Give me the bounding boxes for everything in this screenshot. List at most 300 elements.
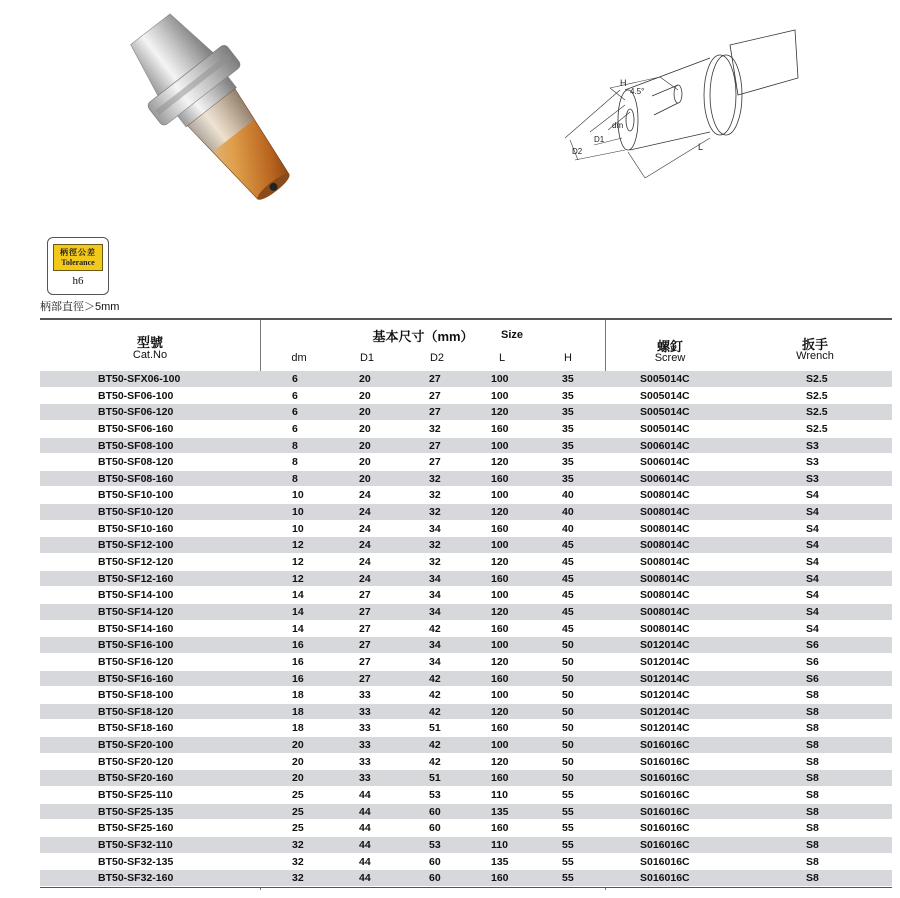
cell-l: 100	[491, 389, 509, 402]
cell-wrench: S4	[806, 572, 819, 585]
table-top-rule	[40, 318, 892, 320]
cell-cat-no: BT50-SF16-100	[98, 639, 174, 652]
cell-cat-no: BT50-SF08-120	[98, 456, 174, 469]
cell-cat-no: BT50-SF12-120	[98, 556, 174, 569]
cell-d1: 44	[359, 872, 371, 885]
cell-h: 50	[562, 639, 574, 652]
cell-wrench: S8	[806, 838, 819, 851]
cell-l: 160	[491, 622, 509, 635]
cell-cat-no: BT50-SF06-100	[98, 389, 174, 402]
cell-h: 45	[562, 539, 574, 552]
drawing-label-angle: 4.5°	[630, 87, 645, 96]
cell-d1: 33	[359, 689, 371, 702]
cell-h: 50	[562, 672, 574, 685]
cell-l: 135	[491, 855, 509, 868]
cell-cat-no: BT50-SF14-120	[98, 605, 174, 618]
cell-wrench: S6	[806, 639, 819, 652]
header-screw-cn: 螺釘	[656, 339, 683, 354]
cell-wrench: S8	[806, 705, 819, 718]
cell-d2: 51	[429, 772, 441, 785]
cell-screw: S008014C	[640, 556, 690, 569]
cell-screw: S008014C	[640, 572, 690, 585]
cell-l: 160	[491, 422, 509, 435]
tolerance-badge-label-box	[53, 244, 103, 271]
cell-dm: 32	[292, 855, 304, 868]
cell-wrench: S6	[806, 655, 819, 668]
cell-d2: 27	[429, 373, 441, 385]
cell-screw: S016016C	[640, 755, 690, 768]
table-row	[40, 388, 892, 405]
cell-screw: S006014C	[640, 472, 690, 485]
cell-d1: 33	[359, 772, 371, 785]
header-d2: D2	[429, 352, 445, 364]
cell-cat-no: BT50-SF10-120	[98, 506, 174, 519]
cell-screw: S016016C	[640, 822, 690, 835]
cell-dm: 14	[292, 622, 304, 635]
cell-wrench: S3	[806, 472, 819, 485]
cell-wrench: S4	[806, 539, 819, 552]
cell-cat-no: BT50-SF25-110	[98, 789, 173, 802]
table-row	[40, 404, 892, 421]
cell-l: 120	[491, 605, 509, 618]
table-body	[40, 371, 892, 887]
table-row	[40, 621, 892, 638]
cell-wrench: S8	[806, 755, 819, 768]
cell-l: 160	[491, 872, 509, 885]
cell-wrench: S2.5	[806, 373, 828, 385]
table-row	[40, 438, 892, 455]
cell-h: 45	[562, 556, 574, 569]
cell-screw: S008014C	[640, 522, 690, 535]
cell-dm: 6	[292, 406, 298, 419]
table-row	[40, 587, 892, 604]
cell-l: 120	[491, 655, 509, 668]
cell-d1: 33	[359, 722, 371, 735]
cell-screw: S012014C	[640, 689, 690, 702]
cell-h: 55	[562, 822, 574, 835]
cell-dm: 16	[292, 672, 304, 685]
cell-cat-no: BT50-SF32-160	[98, 872, 174, 885]
cell-screw: S008014C	[640, 589, 690, 602]
cell-l: 160	[491, 572, 509, 585]
cell-screw: S005014C	[640, 422, 690, 435]
cell-d1: 24	[359, 539, 371, 552]
cell-screw: S016016C	[640, 838, 690, 851]
cell-screw: S016016C	[640, 872, 690, 885]
cell-h: 40	[562, 489, 574, 502]
cell-l: 100	[491, 489, 509, 502]
header-cat-cn: 型號	[136, 335, 163, 350]
cell-l: 160	[491, 822, 509, 835]
table-row	[40, 754, 892, 771]
cell-l: 100	[491, 689, 509, 702]
table-row	[40, 454, 892, 471]
cell-d1: 27	[359, 622, 371, 635]
drawing-label-dm: dm	[612, 121, 624, 130]
cell-wrench: S8	[806, 739, 819, 752]
cell-dm: 12	[292, 572, 304, 585]
header-dims-en: Size	[500, 329, 523, 341]
cell-h: 50	[562, 705, 574, 718]
cell-h: 45	[562, 572, 574, 585]
cell-cat-no: BT50-SF20-100	[98, 739, 174, 752]
cell-wrench: S4	[806, 556, 819, 569]
cell-screw: S008014C	[640, 539, 690, 552]
cell-screw: S008014C	[640, 489, 690, 502]
cell-wrench: S8	[806, 722, 819, 735]
table-row	[40, 687, 892, 704]
cell-cat-no: BT50-SF32-110	[98, 838, 173, 851]
cell-l: 100	[491, 639, 509, 652]
table-bottom-rule	[40, 887, 892, 888]
cell-cat-no: BT50-SF08-100	[98, 439, 174, 452]
cell-dm: 8	[292, 472, 298, 485]
cell-dm: 16	[292, 655, 304, 668]
cell-screw: S016016C	[640, 789, 690, 802]
cell-d1: 20	[359, 439, 371, 452]
cell-wrench: S4	[806, 589, 819, 602]
header-wrench-en: Wrench	[796, 350, 834, 362]
cell-l: 100	[491, 589, 509, 602]
cell-d1: 20	[359, 472, 371, 485]
cell-d1: 20	[359, 406, 371, 419]
cell-cat-no: BT50-SF20-160	[98, 772, 174, 785]
cell-d2: 60	[429, 805, 441, 818]
cell-l: 110	[491, 789, 508, 802]
table-row	[40, 504, 892, 521]
cell-wrench: S4	[806, 522, 819, 535]
cell-d2: 42	[429, 755, 441, 768]
cell-l: 160	[491, 772, 509, 785]
cell-d1: 44	[359, 855, 371, 868]
cell-d1: 24	[359, 572, 371, 585]
cell-h: 35	[562, 439, 574, 452]
shank-diameter-note: 柄部直徑＞5mm	[40, 301, 120, 313]
cell-d1: 44	[359, 805, 371, 818]
tool-holder-photo	[95, 2, 335, 222]
cell-d2: 34	[429, 639, 441, 652]
cell-h: 35	[562, 472, 574, 485]
cell-cat-no: BT50-SF18-160	[98, 722, 174, 735]
cell-d2: 42	[429, 622, 441, 635]
cell-wrench: S4	[806, 506, 819, 519]
cell-dm: 12	[292, 539, 304, 552]
cell-d1: 24	[359, 556, 371, 569]
cell-h: 55	[562, 789, 574, 802]
cell-h: 50	[562, 722, 574, 735]
table-row	[40, 654, 892, 671]
cell-dm: 8	[292, 456, 298, 469]
cell-d2: 53	[429, 838, 441, 851]
cell-h: 35	[562, 422, 574, 435]
cell-h: 35	[562, 456, 574, 469]
cell-d1: 33	[359, 755, 371, 768]
cell-screw: S005014C	[640, 389, 690, 402]
cell-l: 120	[491, 506, 509, 519]
table-row	[40, 787, 892, 804]
table-row	[40, 471, 892, 488]
cell-screw: S016016C	[640, 772, 690, 785]
cell-cat-no: BT50-SF08-160	[98, 472, 174, 485]
cell-wrench: S2.5	[806, 422, 828, 435]
cell-dm: 12	[292, 556, 304, 569]
cell-cat-no: BT50-SF06-160	[98, 422, 174, 435]
cell-screw: S012014C	[640, 672, 690, 685]
table-row	[40, 854, 892, 871]
cell-d2: 42	[429, 705, 441, 718]
cell-dm: 18	[292, 705, 304, 718]
table-row	[40, 704, 892, 721]
table-row	[40, 521, 892, 538]
cell-dm: 6	[292, 389, 298, 402]
cell-d2: 34	[429, 522, 441, 535]
cell-wrench: S8	[806, 822, 819, 835]
cell-d1: 33	[359, 739, 371, 752]
table-row	[40, 487, 892, 504]
cell-d1: 44	[359, 822, 371, 835]
cell-d2: 32	[429, 472, 441, 485]
cell-cat-no: BT50-SF06-120	[98, 406, 174, 419]
cell-d1: 44	[359, 789, 371, 802]
cell-d2: 27	[429, 456, 441, 469]
cell-d2: 53	[429, 789, 441, 802]
cell-d2: 51	[429, 722, 441, 735]
cell-l: 120	[491, 556, 509, 569]
cell-l: 100	[491, 373, 509, 385]
cell-h: 35	[562, 406, 574, 419]
table-row	[40, 554, 892, 571]
cell-dm: 16	[292, 639, 304, 652]
cell-dm: 20	[292, 772, 304, 785]
cell-h: 35	[562, 373, 574, 385]
cell-screw: S012014C	[640, 655, 690, 668]
cell-d2: 27	[429, 439, 441, 452]
cell-h: 45	[562, 589, 574, 602]
header-d1: D1	[359, 352, 375, 364]
cell-d1: 27	[359, 655, 371, 668]
cell-cat-no: BT50-SF14-160	[98, 622, 174, 635]
cell-cat-no: BT50-SFX06-100	[98, 373, 181, 385]
cell-h: 55	[562, 838, 574, 851]
drawing-label-d2: D2	[572, 147, 583, 156]
cell-d1: 24	[359, 506, 371, 519]
cell-l: 110	[491, 838, 508, 851]
cell-dm: 6	[292, 373, 298, 385]
cell-screw: S008014C	[640, 622, 690, 635]
cell-dm: 18	[292, 689, 304, 702]
drawing-label-h: H	[620, 78, 627, 88]
cell-d2: 42	[429, 739, 441, 752]
cell-cat-no: BT50-SF14-100	[98, 589, 174, 602]
header-cat-en: Cat.No	[132, 349, 168, 361]
cell-d2: 34	[429, 589, 441, 602]
table-row	[40, 770, 892, 787]
cell-h: 50	[562, 772, 574, 785]
cell-dm: 6	[292, 422, 298, 435]
cell-screw: S008014C	[640, 506, 690, 519]
cell-l: 100	[491, 539, 509, 552]
header-dims-cn: 基本尺寸（mm）	[372, 329, 474, 344]
cell-screw: S006014C	[640, 439, 690, 452]
cell-dm: 20	[292, 739, 304, 752]
cell-d1: 24	[359, 522, 371, 535]
header-h: H	[564, 352, 572, 364]
cell-wrench: S4	[806, 622, 819, 635]
cell-dm: 25	[292, 822, 304, 835]
cell-d1: 20	[359, 422, 371, 435]
table-row	[40, 737, 892, 754]
cell-d2: 27	[429, 406, 441, 419]
cell-cat-no: BT50-SF32-135	[98, 855, 174, 868]
cell-screw: S006014C	[640, 456, 690, 469]
cell-l: 100	[491, 739, 509, 752]
cell-screw: S012014C	[640, 639, 690, 652]
cell-d1: 27	[359, 639, 371, 652]
cell-dm: 32	[292, 838, 304, 851]
cell-h: 40	[562, 522, 574, 535]
cell-wrench: S8	[806, 805, 819, 818]
header-wrench-cn: 扳手	[801, 337, 828, 352]
cell-d2: 32	[429, 489, 441, 502]
cell-h: 55	[562, 805, 574, 818]
cell-l: 160	[491, 472, 509, 485]
cell-l: 100	[491, 439, 509, 452]
cell-wrench: S8	[806, 789, 819, 802]
cell-d1: 24	[359, 489, 371, 502]
table-row	[40, 421, 892, 438]
cell-dm: 10	[292, 522, 304, 535]
cell-wrench: S8	[806, 772, 819, 785]
cell-dm: 18	[292, 722, 304, 735]
header-l: L	[498, 352, 506, 364]
cell-cat-no: BT50-SF12-100	[98, 539, 174, 552]
cell-d1: 20	[359, 389, 371, 402]
cell-screw: S005014C	[640, 406, 690, 419]
cell-d2: 32	[429, 422, 441, 435]
cell-l: 160	[491, 522, 509, 535]
cell-screw: S016016C	[640, 739, 690, 752]
cell-l: 120	[491, 406, 509, 419]
cell-d2: 27	[429, 389, 441, 402]
table-row	[40, 371, 892, 388]
cell-dm: 8	[292, 439, 298, 452]
cell-cat-no: BT50-SF10-160	[98, 522, 174, 535]
cell-h: 55	[562, 855, 574, 868]
cell-cat-no: BT50-SF10-100	[98, 489, 174, 502]
cell-cat-no: BT50-SF16-120	[98, 655, 174, 668]
table-row	[40, 637, 892, 654]
cell-d2: 42	[429, 672, 441, 685]
cell-d1: 33	[359, 705, 371, 718]
cell-d2: 60	[429, 822, 441, 835]
tolerance-label-en: Tolerance	[61, 258, 95, 267]
cell-h: 50	[562, 689, 574, 702]
table-row	[40, 804, 892, 821]
cell-h: 50	[562, 655, 574, 668]
tolerance-badge	[47, 237, 109, 295]
cell-d1: 27	[359, 589, 371, 602]
cell-d2: 34	[429, 655, 441, 668]
cell-h: 45	[562, 622, 574, 635]
cell-d1: 44	[359, 838, 371, 851]
cell-screw: S012014C	[640, 722, 690, 735]
cell-screw: S016016C	[640, 805, 690, 818]
cell-dm: 10	[292, 489, 304, 502]
table-row	[40, 537, 892, 554]
cell-h: 50	[562, 755, 574, 768]
cell-d2: 32	[429, 539, 441, 552]
cell-l: 120	[491, 705, 509, 718]
cell-dm: 20	[292, 755, 304, 768]
cell-cat-no: BT50-SF18-120	[98, 705, 174, 718]
table-row	[40, 671, 892, 688]
tolerance-label-cjk: 柄徑公差	[60, 247, 96, 257]
cell-cat-no: BT50-SF18-100	[98, 689, 174, 702]
cell-screw: S005014C	[640, 373, 690, 385]
table-row	[40, 604, 892, 621]
cell-l: 160	[491, 672, 509, 685]
cell-wrench: S8	[806, 872, 819, 885]
cell-h: 50	[562, 739, 574, 752]
cell-wrench: S4	[806, 489, 819, 502]
tolerance-grade: h6	[72, 275, 84, 287]
cell-cat-no: BT50-SF25-135	[98, 805, 174, 818]
cell-screw: S008014C	[640, 605, 690, 618]
cell-l: 120	[491, 755, 509, 768]
cell-wrench: S4	[806, 605, 819, 618]
cell-wrench: S2.5	[806, 389, 828, 402]
cell-wrench: S6	[806, 672, 819, 685]
cell-wrench: S8	[806, 855, 819, 868]
cell-h: 40	[562, 506, 574, 519]
cell-d1: 20	[359, 373, 371, 385]
cell-l: 120	[491, 456, 509, 469]
cell-h: 45	[562, 605, 574, 618]
table-row	[40, 837, 892, 854]
cell-wrench: S3	[806, 439, 819, 452]
cell-dm: 14	[292, 605, 304, 618]
cell-d1: 27	[359, 605, 371, 618]
cell-d1: 27	[359, 672, 371, 685]
cell-screw: S016016C	[640, 855, 690, 868]
cell-cat-no: BT50-SF25-160	[98, 822, 174, 835]
cell-d2: 34	[429, 605, 441, 618]
cell-cat-no: BT50-SF12-160	[98, 572, 174, 585]
cell-dm: 25	[292, 789, 304, 802]
cell-wrench: S3	[806, 456, 819, 469]
drawing-label-l: L	[698, 142, 704, 152]
cell-d2: 60	[429, 872, 441, 885]
cell-h: 55	[562, 872, 574, 885]
cell-l: 135	[491, 805, 509, 818]
table-row	[40, 720, 892, 737]
table-row	[40, 870, 892, 887]
cell-dm: 10	[292, 506, 304, 519]
cell-d2: 42	[429, 689, 441, 702]
cell-screw: S012014C	[640, 705, 690, 718]
cell-l: 160	[491, 722, 509, 735]
cell-d1: 20	[359, 456, 371, 469]
table-row	[40, 571, 892, 588]
cell-h: 35	[562, 389, 574, 402]
cell-wrench: S8	[806, 689, 819, 702]
cell-d2: 60	[429, 855, 441, 868]
cell-dm: 14	[292, 589, 304, 602]
cell-dm: 25	[292, 805, 304, 818]
technical-drawing	[550, 20, 810, 200]
cell-d2: 32	[429, 506, 441, 519]
header-dm: dm	[291, 352, 307, 364]
